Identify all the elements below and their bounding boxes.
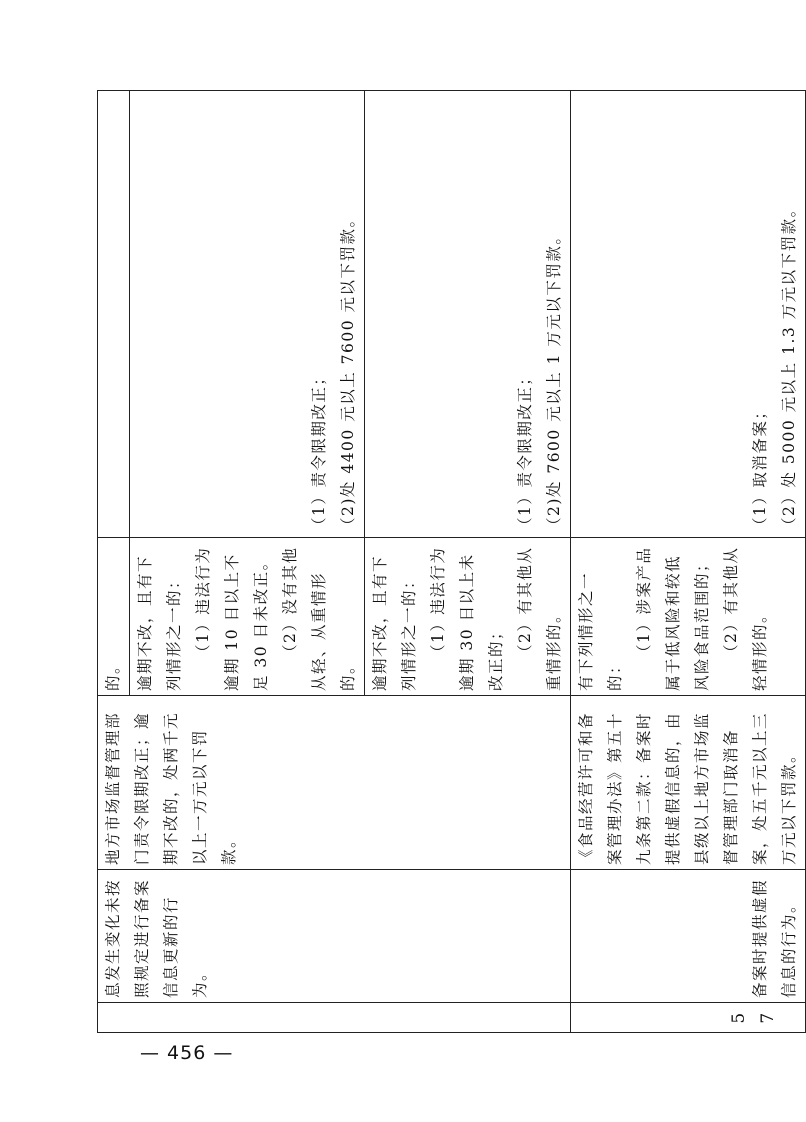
circumstance-line: 有下列情形之一的：	[577, 571, 624, 691]
standard-line: （1）责令限期改正；	[516, 368, 534, 533]
standard-cell	[571, 91, 806, 538]
circumstance-line: （2）没有其他从轻、从重情形的。	[281, 546, 357, 691]
circumstance-cell	[571, 538, 806, 696]
circumstance-line: （1）涉案产品属于低风险和较低风险食品范围的；	[635, 546, 711, 691]
standard-line: （2)处 7600 元以上 1 万元以下罚款。	[545, 227, 563, 533]
behavior-cell: 备案时提供虚假信息的行为。	[571, 870, 806, 1003]
rotated-table-container	[97, 90, 798, 1033]
standard-line: （1）责令限期改正；	[310, 368, 328, 533]
standard-line: （2）处 5000 元以上 1.3 万元以下罚款。	[780, 200, 798, 533]
circumstance-cell	[130, 538, 365, 696]
circumstance-line: （1）违法行为逾期 30 日以上未改正的；	[429, 546, 505, 691]
standard-cell	[130, 91, 365, 538]
table-row	[571, 91, 806, 1033]
standard-cell	[98, 91, 130, 538]
circumstance-line: 逾期不改，且有下列情形之一的：	[371, 554, 418, 691]
basis-cell: 《食品经营许可和备案管理办法》第五十九条第二款：备案时提供虚假信息的，由县级以上地方市场监督管理部门取消备案，处五千元以上三万元以下罚款。	[571, 696, 806, 870]
circumstance-cell	[365, 538, 571, 696]
circumstance-line: 逾期不改，且有下列情形之一的：	[136, 554, 183, 691]
behavior-cell: 息发生变化未按照规定进行备案信息更新的行为。	[98, 870, 571, 1003]
basis-cell: 地方市场监督管理部门责令限期改正；逾期不改的，处两千元以上一万元以下罚款。	[98, 696, 571, 870]
standard-cell	[365, 91, 571, 538]
circumstance-line: （2）有其他从重情形的。	[516, 546, 563, 691]
circumstance-cell	[98, 538, 130, 696]
row-number-cell	[98, 1003, 571, 1033]
circumstance-line: （2）有其他从轻情形的。	[722, 546, 769, 691]
row-number-cell: 57	[571, 1003, 806, 1033]
standard-line: （2)处 4400 元以上 7600 元以下罚款。	[339, 210, 357, 533]
standard-line: （1）取消备案；	[751, 402, 769, 533]
page-number: — 456 —	[140, 1042, 234, 1064]
penalty-standard-table	[97, 90, 806, 1033]
circumstance-line: （1）违法行为逾期 10 日以上不足 30 日未改正。	[194, 546, 270, 691]
circumstance-line: 的。	[104, 656, 122, 691]
table-row	[98, 91, 130, 1033]
